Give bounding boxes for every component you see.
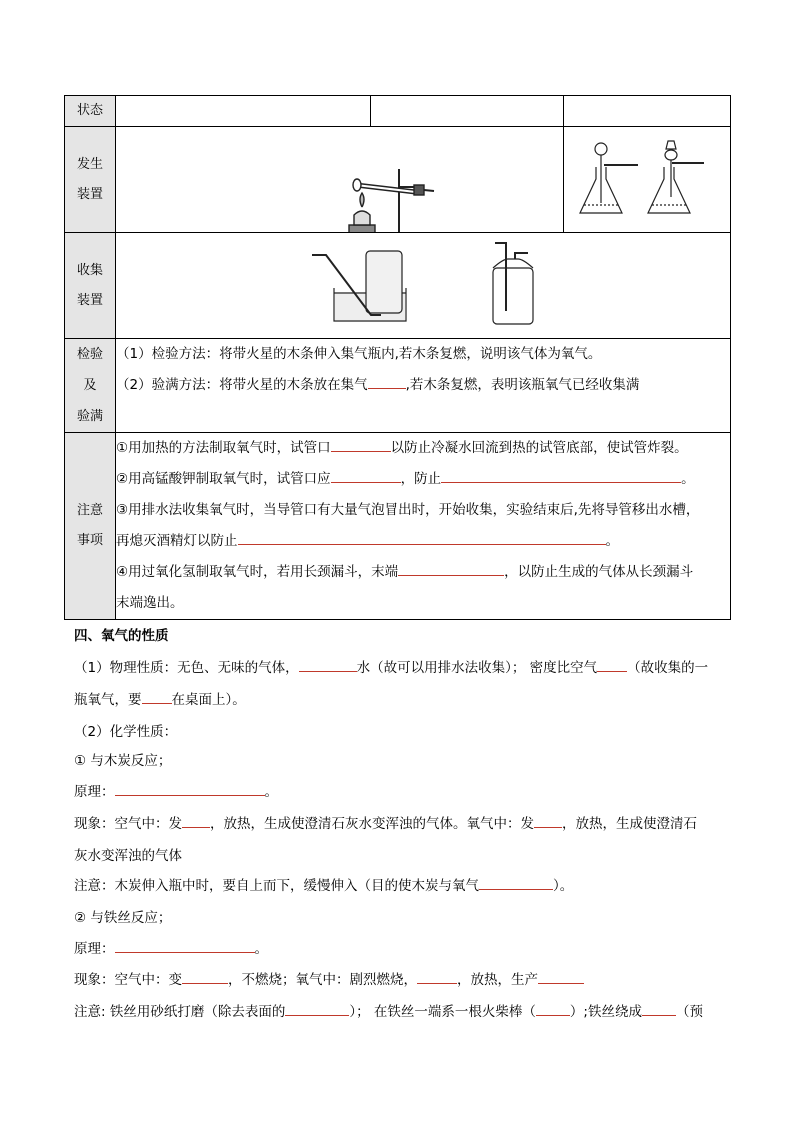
blank-c1-oxygen[interactable]: [534, 812, 562, 828]
state-cell-2: [371, 96, 564, 127]
test-2-line: （2）验满方法：将带火星的木条放在集气 ,若木条复燃，表明该瓶氧气已经收集满: [116, 370, 730, 401]
physical-property-line-2: 瓶氧气，要 在桌面上）。: [74, 684, 734, 716]
row-collect: [65, 233, 731, 339]
row-notes: [65, 433, 731, 620]
label-state: 状态: [65, 96, 116, 127]
collection-apparatus-image: [116, 233, 730, 338]
charcoal-phenomenon-2: 灰水变浑浊的气体: [74, 848, 182, 864]
section-heading: 四、氧气的性质: [74, 628, 169, 644]
blank-phys-2[interactable]: [597, 656, 627, 672]
row-test: [65, 339, 731, 433]
note-4-line-2: 末端逸出。: [116, 595, 184, 611]
blank-c2-produce[interactable]: [538, 968, 584, 984]
charcoal-title: ① 与木炭反应；: [74, 753, 172, 769]
row-generate: [65, 127, 731, 233]
charcoal-principle: 原理： 。: [74, 776, 734, 808]
chemical-property-title: （2）化学性质：: [74, 724, 178, 740]
blank-note-2a[interactable]: [331, 467, 401, 483]
blank-c2-principle[interactable]: [115, 937, 255, 953]
label-test: 检验 及 验满: [65, 339, 116, 433]
blank-c2-shape[interactable]: [642, 1000, 676, 1016]
blank-note-4[interactable]: [398, 560, 504, 576]
state-cell-1: [116, 96, 371, 127]
note-2: ②用高锰酸钾制取氧气时，试管口应 ，防止 。: [116, 464, 730, 495]
label-notes: 注意 事项: [65, 433, 116, 620]
blank-c1-note[interactable]: [479, 874, 553, 890]
note-3-line-2: 再熄灭酒精灯以防止 。: [116, 526, 730, 557]
note-3-line-1: ③用排水法收集氧气时，当导管口有大量气泡冒出时，开始收集，实验结束后,先将导管移出水槽，: [116, 502, 700, 518]
note-4-line-1: ④用过氧化氢制取氧气时，若用长颈漏斗，末端 ，以防止生成的气体从长颈漏斗: [116, 557, 730, 588]
blank-c2-surface[interactable]: [285, 1000, 349, 1016]
oxygen-prep-table: [64, 95, 731, 620]
iron-note: 注意: 铁丝用砂纸打磨（除去表面的 ）； 在铁丝一端系一根火柴棒（ ）;铁丝绕成 （预: [74, 996, 734, 1028]
blank-test-2[interactable]: [368, 373, 406, 389]
heating-apparatus-image: [116, 127, 564, 232]
blank-c2-match[interactable]: [536, 1000, 570, 1016]
charcoal-phenomenon-1: 现象：空气中：发 ，放热，生成使澄清石灰水变浑浊的气体。氧气中：发 ，放热，生成使澄清石: [74, 808, 734, 840]
blank-c2-air[interactable]: [182, 968, 228, 984]
state-cell-3: [564, 96, 731, 127]
blank-phys-3[interactable]: [142, 688, 172, 704]
iron-title: ② 与铁丝反应；: [74, 910, 172, 926]
blank-phys-1[interactable]: [299, 656, 357, 672]
test-cell: （1）检验方法：将带火星的木条伸入集气瓶内,若木条复燃，说明该气体为氧气。 （2）验满方法：将带火星的木条放在集气 ,若木条复燃，表明该瓶氧气已经收集满: [116, 339, 731, 433]
label-collect: 收集 装置: [65, 233, 116, 339]
row-state: [65, 96, 731, 127]
note-1: ①用加热的方法制取氧气时，试管口 以防止冷凝水回流到热的试管底部，使试管炸裂。: [116, 433, 730, 464]
blank-note-2b[interactable]: [441, 467, 681, 483]
flask-apparatus-cell: [564, 127, 731, 233]
blank-c1-air[interactable]: [182, 812, 210, 828]
heating-apparatus-cell: [116, 127, 564, 233]
blank-c2-burn[interactable]: [417, 968, 457, 984]
label-generate: 发生 装置: [65, 127, 116, 233]
charcoal-note: 注意：木炭伸入瓶中时，要自上而下，缓慢伸入（目的使木炭与氧气 ）。: [74, 870, 734, 902]
collection-apparatus-cell: [116, 233, 731, 339]
notes-cell: [116, 433, 731, 620]
iron-principle: 原理： 。: [74, 933, 734, 965]
physical-property-line-1: （1）物理性质：无色、无味的气体， 水（故可以用排水法收集）； 密度比空气 （故收集的一: [74, 652, 734, 684]
blank-note-1[interactable]: [331, 436, 391, 452]
iron-phenomenon: 现象：空气中：变 ，不燃烧；氧气中：剧烈燃烧， ，放热，生产: [74, 964, 734, 996]
flask-apparatus-image: [564, 127, 730, 232]
blank-c1-principle[interactable]: [115, 780, 265, 796]
blank-note-3[interactable]: [238, 529, 606, 545]
